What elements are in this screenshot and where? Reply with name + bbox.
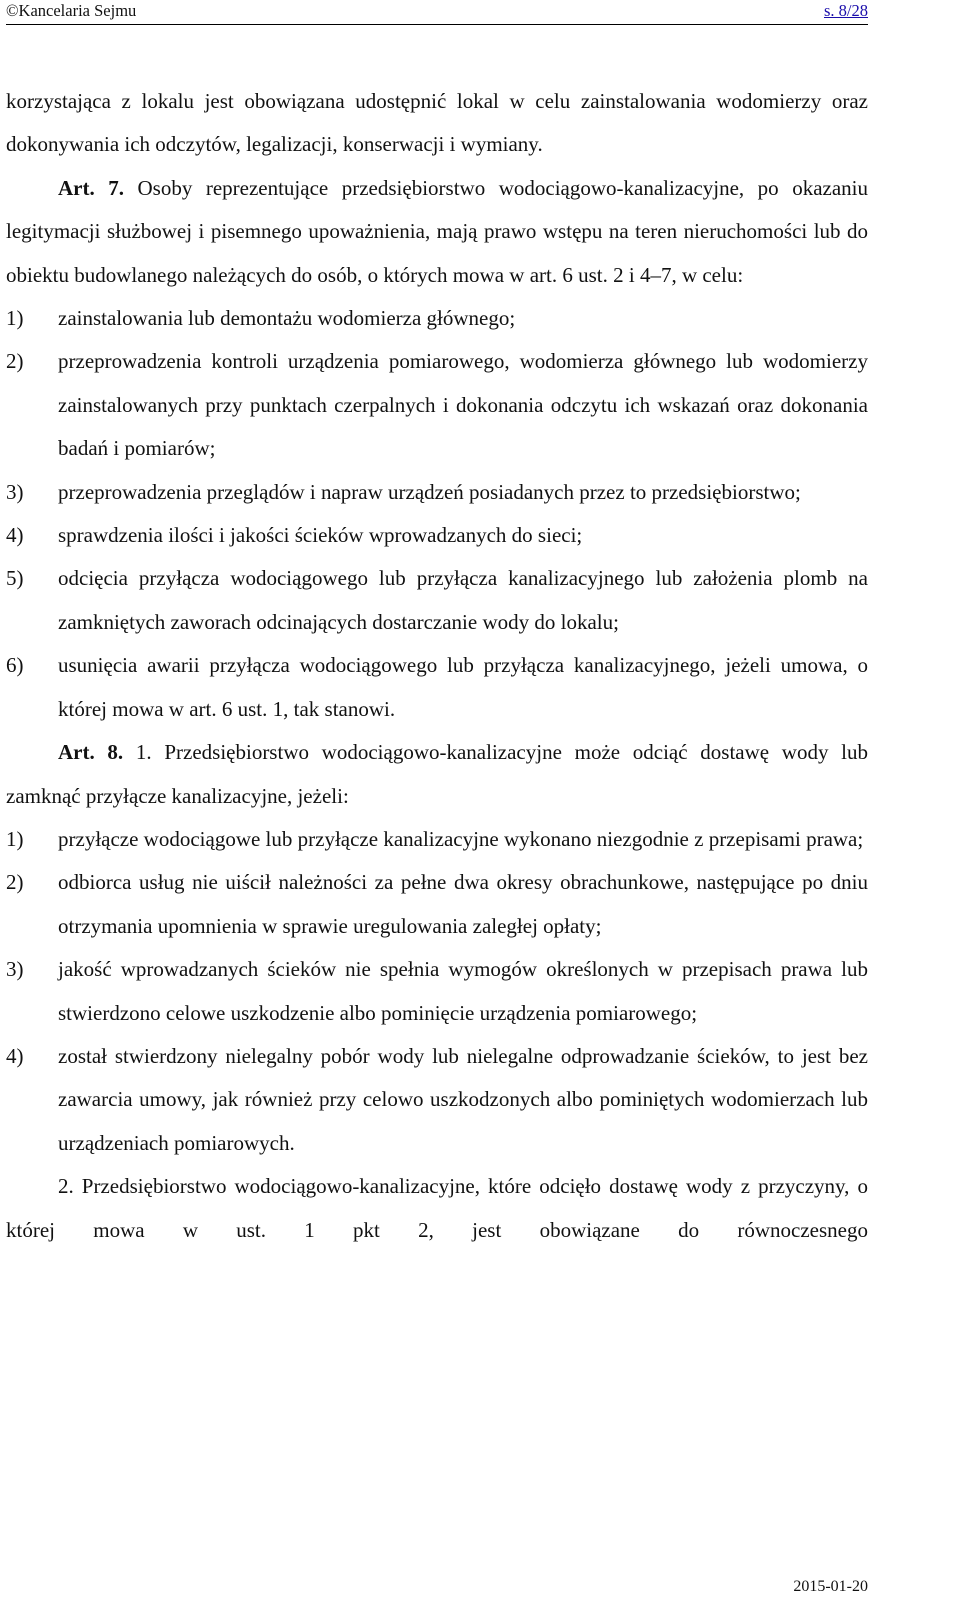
list-item-text: odbiorca usług nie uiścił należności za pełne dwa okresy obrachunkowe, następujące po dniu otrzymania upomnienia w sprawie uregulowania zaległej opłaty; bbox=[58, 870, 868, 938]
list-item bbox=[6, 1035, 868, 1165]
header-copyright: ©Kancelaria Sejmu bbox=[6, 1, 137, 20]
article-8-paragraph-2: 2. Przedsiębiorstwo wodociągowo-kanalizacyjne, które odcięło dostawę wody z przyczyny, o której mowa w ust. 1 pkt 2, jest obowiązane do równoczesnego bbox=[6, 1174, 868, 1242]
article-7-text: Osoby reprezentujące przedsiębiorstwo wodociągowo-kanalizacyjne, po okazaniu legitymacji służbowej i pisemnego upoważnienia, mają prawo wstępu na teren nieruchomości lub do obiektu budowlanego należących do osób, o których mowa w art. 6 ust. 2 i 4–7, w celu: bbox=[6, 175, 868, 287]
list-item bbox=[6, 297, 868, 340]
list-item bbox=[6, 644, 868, 731]
page-number-link[interactable]: s. 8/28 bbox=[823, 1, 868, 20]
list-item bbox=[6, 471, 868, 514]
article-7 bbox=[6, 167, 868, 297]
list-item-text: został stwierdzony nielegalny pobór wody lub nielegalne odprowadzanie ścieków, to jest bez zawarcia umowy, jak również przy celowo uszkodzonych albo pominiętych wodomierzach lub urządzeniach pomiarowych. bbox=[58, 1043, 868, 1155]
article-8-text: 1. Przedsiębiorstwo wodociągowo-kanalizacyjne może odciąć dostawę wody lub zamknąć przyłącze kanalizacyjne, jeżeli: bbox=[6, 740, 868, 808]
list-item-number: 3) bbox=[6, 957, 24, 982]
list-item-text: przeprowadzenia przeglądów i napraw urządzeń posiadanych przez to przedsiębiorstwo; bbox=[58, 479, 801, 504]
list-item bbox=[6, 861, 868, 948]
list-item-text: sprawdzenia ilości i jakości ścieków wprowadzanych do sieci; bbox=[58, 523, 583, 548]
list-item bbox=[6, 557, 868, 644]
list-item-number: 2) bbox=[6, 349, 24, 374]
list-item-text: jakość wprowadzanych ścieków nie spełnia wymogów określonych w przepisach prawa lub stwierdzono celowe uszkodzenie albo pominięcie urządzenia pomiarowego; bbox=[58, 957, 868, 1025]
list-item bbox=[6, 948, 868, 1035]
document-date: 2015-01-20 bbox=[793, 1578, 868, 1595]
list-item-number: 3) bbox=[6, 479, 24, 504]
list-item bbox=[6, 514, 868, 557]
list-item-number: 1) bbox=[6, 306, 24, 331]
list-item-number: 6) bbox=[6, 653, 24, 678]
list-item-number: 4) bbox=[6, 1043, 24, 1068]
list-item bbox=[6, 818, 868, 861]
article-7-list bbox=[6, 297, 868, 731]
list-item-number: 4) bbox=[6, 523, 24, 548]
list-item-text: przeprowadzenia kontroli urządzenia pomiarowego, wodomierza głównego lub wodomierzy zainstalowanych przy punktach czerpalnych i dokonania odczytu ich wskazań oraz dokonania badań i pomiarów; bbox=[58, 349, 868, 461]
article-7-number: Art. 7. bbox=[58, 175, 124, 200]
list-item-text: usunięcia awarii przyłącza wodociągowego lub przyłącza kanalizacyjnego, jeżeli umowa, o której mowa w art. 6 ust. 1, tak stanowi. bbox=[58, 653, 868, 721]
article-8-list bbox=[6, 818, 868, 1165]
list-item-number: 1) bbox=[6, 826, 24, 851]
page-header bbox=[6, 0, 868, 25]
list-item-text: odcięcia przyłącza wodociągowego lub przyłącza kanalizacyjnego lub założenia plomb na zamkniętych zaworach odcinających dostarczanie wody do lokalu; bbox=[58, 566, 868, 634]
list-item-text: przyłącze wodociągowe lub przyłącze kanalizacyjne wykonano niezgodnie z przepisami prawa; bbox=[58, 826, 864, 851]
document-body bbox=[6, 80, 868, 1252]
list-item bbox=[6, 340, 868, 470]
paragraph-continuation: korzystająca z lokalu jest obowiązana udostępnić lokal w celu zainstalowania wodomierzy oraz dokonywania ich odczytów, legalizacji, konserwacji i wymiany. bbox=[6, 89, 868, 157]
article-8-number: Art. 8. bbox=[58, 740, 124, 765]
article-8 bbox=[6, 731, 868, 818]
list-item-number: 5) bbox=[6, 566, 24, 591]
list-item-number: 2) bbox=[6, 870, 24, 895]
list-item-text: zainstalowania lub demontażu wodomierza głównego; bbox=[58, 306, 516, 331]
